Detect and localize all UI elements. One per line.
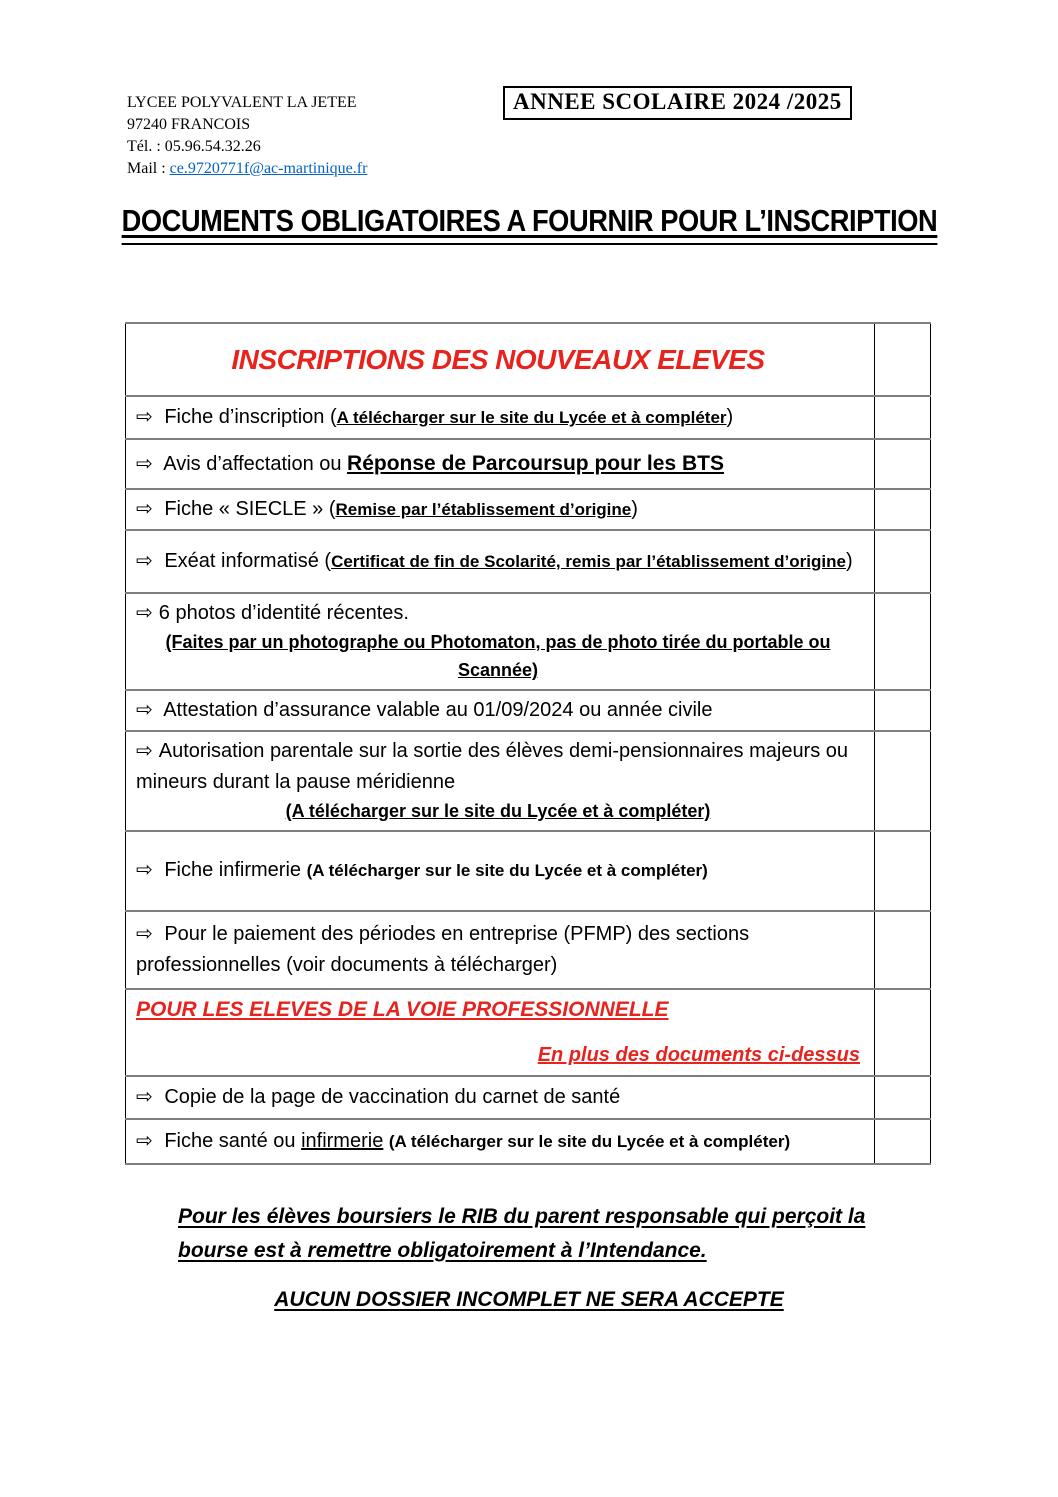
check-cell xyxy=(875,989,931,1077)
check-cell xyxy=(875,911,931,989)
check-cell xyxy=(875,439,931,489)
table-header-row xyxy=(126,323,931,396)
arrow-icon: ⇨ xyxy=(136,739,153,762)
arrow-icon: ⇨ xyxy=(136,922,153,945)
row-main-text: Exéat informatisé xyxy=(164,550,325,572)
row-note: Remise par l’établissement d’origine xyxy=(335,500,632,519)
table-row xyxy=(126,690,931,731)
row-main-text: Fiche santé ou xyxy=(164,1130,302,1153)
arrow-icon: ⇨ xyxy=(136,1130,153,1153)
row-strong-text: Réponse de Parcoursup pour les BTS xyxy=(347,451,724,475)
school-mail-line xyxy=(127,158,367,180)
red-row-title: POUR LES ELEVES DE LA VOIE PROFESSIONNELLE xyxy=(136,997,669,1021)
check-cell xyxy=(875,831,931,911)
arrow-icon: ⇨ xyxy=(136,498,153,520)
row-main-text: Autorisation parentale sur la sortie des élèves demi-pensionnaires majeurs ou mineurs durant la pause méridienne xyxy=(136,739,849,793)
table-row xyxy=(126,731,931,831)
arrow-icon: ⇨ xyxy=(136,859,153,882)
red-row-subtitle: En plus des documents ci-dessus xyxy=(537,1044,860,1067)
check-cell xyxy=(875,731,931,831)
row-note: A télécharger sur le site du Lycée et à compléter xyxy=(336,408,727,427)
check-cell xyxy=(875,1119,931,1164)
row-bold-note: (A télécharger sur le site du Lycée et à compléter) xyxy=(306,861,708,881)
table-row: ⇨ Fiche « SIECLE » (Remise par l’établissement d’origine) xyxy=(126,489,931,530)
row-main-text: Fiche « SIECLE » xyxy=(164,498,329,520)
school-name: LYCEE POLYVALENT LA JETEE xyxy=(127,94,357,111)
page-title xyxy=(0,203,1058,245)
school-city: 97240 FRANCOIS xyxy=(127,116,251,133)
check-cell xyxy=(875,690,931,731)
arrow-icon: ⇨ xyxy=(136,602,153,624)
dossier-incomplet-note: AUCUN DOSSIER INCOMPLET NE SERA ACCEPTE xyxy=(274,1288,784,1311)
check-cell xyxy=(875,396,931,439)
row-main-text: Fiche infirmerie xyxy=(164,859,307,882)
boursiers-note: Pour les élèves boursiers le RIB du parent responsable qui perçoit la bourse est à remettre obligatoirement à l’Intendance. xyxy=(178,1205,866,1262)
row-main-text: Attestation d’assurance valable au 01/09/2024 ou année civile xyxy=(163,698,713,721)
table-row xyxy=(126,439,931,489)
arrow-icon: ⇨ xyxy=(136,1086,153,1109)
table-row: ⇨ Fiche d’inscription (A télécharger sur le site du Lycée et à compléter) xyxy=(126,396,931,439)
check-cell xyxy=(875,593,931,690)
row-main-text: 6 photos d’identité récentes. xyxy=(158,602,409,624)
school-year-box: ANNEE SCOLAIRE 2024 /2025 xyxy=(503,86,852,120)
table-row xyxy=(126,1119,931,1164)
documents-table xyxy=(125,322,931,1165)
row-main-text: Avis d’affectation ou xyxy=(163,452,348,475)
check-cell xyxy=(875,1076,931,1119)
arrow-icon: ⇨ xyxy=(136,452,153,475)
table-title: INSCRIPTIONS DES NOUVEAUX ELEVES xyxy=(231,343,765,375)
letterhead xyxy=(127,92,367,180)
check-cell xyxy=(875,489,931,530)
row-main-text: Pour le paiement des périodes en entreprise (PFMP) des sections professionnelles (voir documents à télécharger) xyxy=(136,922,750,976)
row-main-text: Copie de la page de vaccination du carnet de santé xyxy=(164,1086,621,1109)
arrow-icon: ⇨ xyxy=(136,698,153,721)
arrow-icon: ⇨ xyxy=(136,550,153,572)
row-center-note: (Faites par un photographe ou Photomaton, pas de photo tirée du portable ou Scannée) xyxy=(165,632,831,680)
school-phone: Tél. : 05.96.54.32.26 xyxy=(127,138,261,155)
row-bold-note: (A télécharger sur le site du Lycée et à compléter) xyxy=(388,1132,791,1152)
table-row xyxy=(126,1076,931,1119)
row-note: Certificat de fin de Scolarité, remis par l’établissement d’origine xyxy=(331,552,846,571)
mail-link[interactable]: ce.9720771f@ac-martinique.fr xyxy=(169,160,368,177)
row-main-text: Fiche d’inscription xyxy=(164,406,330,428)
table-row xyxy=(126,593,931,690)
row-center-note: (A télécharger sur le site du Lycée et à compléter) xyxy=(285,800,711,821)
table-row xyxy=(126,831,931,911)
table-row xyxy=(126,911,931,989)
check-cell xyxy=(875,323,931,396)
mail-label: Mail : xyxy=(127,160,170,177)
table-row-voie-professionnelle xyxy=(126,989,931,1077)
table-row: ⇨ Exéat informatisé (Certificat de fin de Scolarité, remis par l’établissement d’origine) xyxy=(126,530,931,593)
page-title-text: DOCUMENTS OBLIGATOIRES A FOURNIR POUR L’INSCRIPTION xyxy=(121,203,937,245)
row-underlined-word: infirmerie xyxy=(301,1130,384,1153)
check-cell xyxy=(875,530,931,593)
arrow-icon: ⇨ xyxy=(136,406,153,428)
